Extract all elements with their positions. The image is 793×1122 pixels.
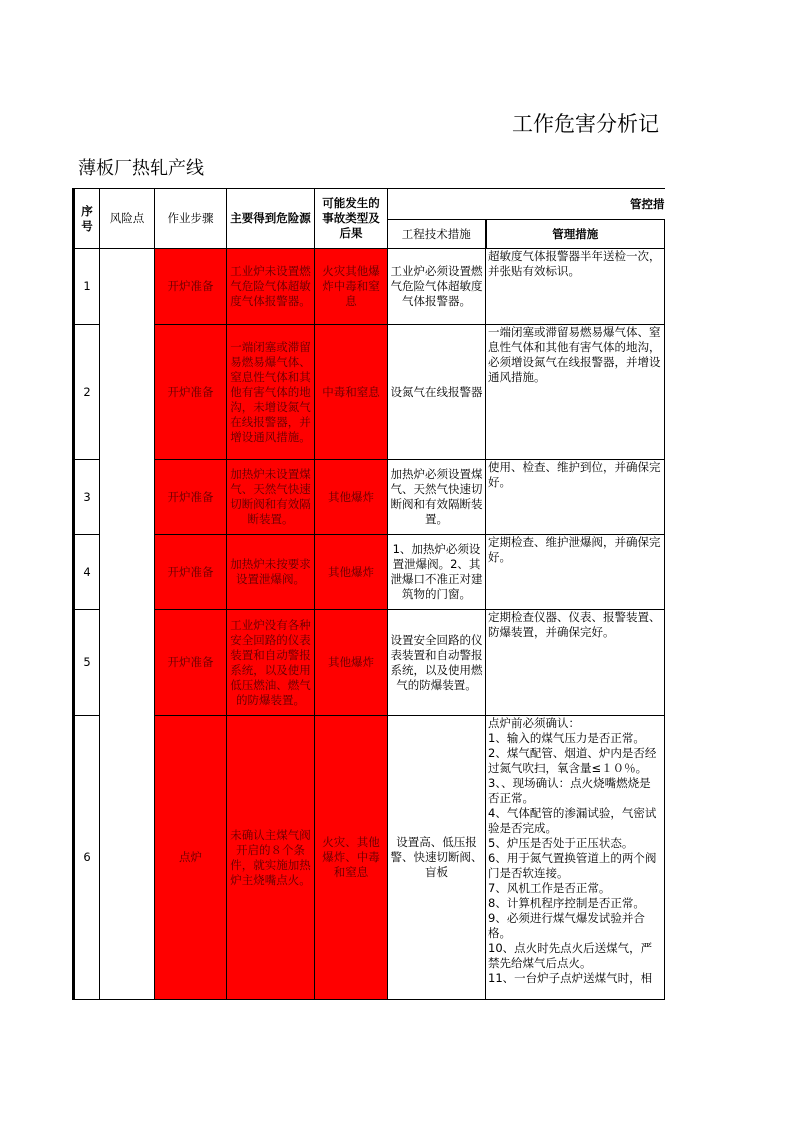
accident-cell: 火灾、其他爆炸、中毒和窒息 bbox=[315, 716, 388, 1000]
table-row bbox=[74, 716, 665, 1000]
accident-cell: 中毒和窒息 bbox=[315, 325, 388, 460]
header-risk-point: 风险点 bbox=[100, 189, 155, 249]
accident-cell: 其他爆炸 bbox=[315, 460, 388, 535]
document-subtitle: 薄板厂热轧产线 bbox=[78, 158, 204, 179]
hazard-cell: 加热炉未按要求设置泄爆阀。 bbox=[227, 535, 315, 610]
risk-point-cell bbox=[100, 249, 155, 1000]
engineering-cell: 加热炉必须设置煤气、天然气快速切断阀和有效隔断装置。 bbox=[388, 460, 486, 535]
step-cell: 点炉 bbox=[155, 716, 227, 1000]
table-row bbox=[74, 535, 665, 610]
hazard-cell: 工业炉未设置燃气危险气体超敏度气体报警器。 bbox=[227, 249, 315, 325]
management-cell: 一端闭塞或滞留易燃易爆气体、窒息性气体和其他有害气体的地沟，必须增设氮气在线报警器，并增设通风措施。 bbox=[486, 325, 665, 460]
management-cell: 定期检查仪器、仪表、报警装置、防爆装置，并确保完好。 bbox=[486, 610, 665, 716]
header-management: 管理措施 bbox=[486, 220, 665, 249]
management-cell: 使用、检查、维护到位，并确保完好。 bbox=[486, 460, 665, 535]
hazard-cell: 一端闭塞或滞留易燃易爆气体、窒息性气体和其他有害气体的地沟，未增设氮气在线报警器，并增设通风措施。 bbox=[227, 325, 315, 460]
table-row bbox=[74, 610, 665, 716]
seq-cell: 6 bbox=[74, 716, 100, 1000]
hazard-cell: 工业炉没有各种安全回路的仪表装置和自动警报系统，以及使用低压燃油、燃气的防爆装置。 bbox=[227, 610, 315, 716]
step-cell: 开炉准备 bbox=[155, 460, 227, 535]
seq-cell: 2 bbox=[74, 325, 100, 460]
step-cell: 开炉准备 bbox=[155, 610, 227, 716]
table-row bbox=[74, 249, 665, 325]
table-row bbox=[74, 460, 665, 535]
hazard-cell: 加热炉未设置煤气、天然气快速切断阀和有效隔断装置。 bbox=[227, 460, 315, 535]
hazard-cell: 未确认主煤气阀开启的８个条件，就实施加热炉主烧嘴点火。 bbox=[227, 716, 315, 1000]
seq-cell: 1 bbox=[74, 249, 100, 325]
header-accident: 可能发生的事故类型及后果 bbox=[315, 189, 388, 249]
document-title: 工作危害分析记 bbox=[512, 112, 659, 136]
management-cell: 点炉前必须确认： 1、输入的煤气压力是否正常。 2、煤气配管、烟道、炉内是否经过氮气吹扫，氧含量≤１０％。 3、、现场确认：点火烧嘴燃烧是否正常。 4、气体配管的渗漏试验，气密试验是否完成。 5、炉压是否处于正压状态。 6、用于氮气置换管道上的两个阀门是否软连接。 7、风机工作是否正常。 8、计算机程序控制是否正常。 9、必须进行煤气爆发试验并合格。 10、点火时先点火后送煤气，严禁先给煤气后点火。 11、一台炉子点炉送煤气时，相 bbox=[486, 716, 665, 1000]
accident-cell: 其他爆炸 bbox=[315, 535, 388, 610]
engineering-cell: 1、加热炉必须设置泄爆阀。2、其泄爆口不准正对建筑物的门窗。 bbox=[388, 535, 486, 610]
management-cell: 定期检查、维护泄爆阀，并确保完好。 bbox=[486, 535, 665, 610]
accident-cell: 火灾其他爆炸中毒和窒息 bbox=[315, 249, 388, 325]
header-hazard: 主要得到危险源 bbox=[227, 189, 315, 249]
engineering-cell: 设置高、低压报警、快速切断阀、盲板 bbox=[388, 716, 486, 1000]
step-cell: 开炉准备 bbox=[155, 325, 227, 460]
step-cell: 开炉准备 bbox=[155, 249, 227, 325]
seq-cell: 3 bbox=[74, 460, 100, 535]
header-engineering: 工程技术措施 bbox=[388, 220, 486, 249]
table-row bbox=[74, 325, 665, 460]
engineering-cell: 工业炉必须设置燃气危险气体超敏度气体报警器。 bbox=[388, 249, 486, 325]
header-seq: 序号 bbox=[74, 189, 100, 249]
accident-cell: 其他爆炸 bbox=[315, 610, 388, 716]
hazard-analysis-table bbox=[72, 188, 665, 1000]
seq-cell: 4 bbox=[74, 535, 100, 610]
header-control: 管控措 bbox=[388, 189, 665, 220]
step-cell: 开炉准备 bbox=[155, 535, 227, 610]
engineering-cell: 设氮气在线报警器 bbox=[388, 325, 486, 460]
engineering-cell: 设置安全回路的仪表装置和自动警报系统，以及使用燃气的防爆装置。 bbox=[388, 610, 486, 716]
header-step: 作业步骤 bbox=[155, 189, 227, 249]
management-cell: 超敏度气体报警器半年送检一次，并张贴有效标识。 bbox=[486, 249, 665, 325]
seq-cell: 5 bbox=[74, 610, 100, 716]
